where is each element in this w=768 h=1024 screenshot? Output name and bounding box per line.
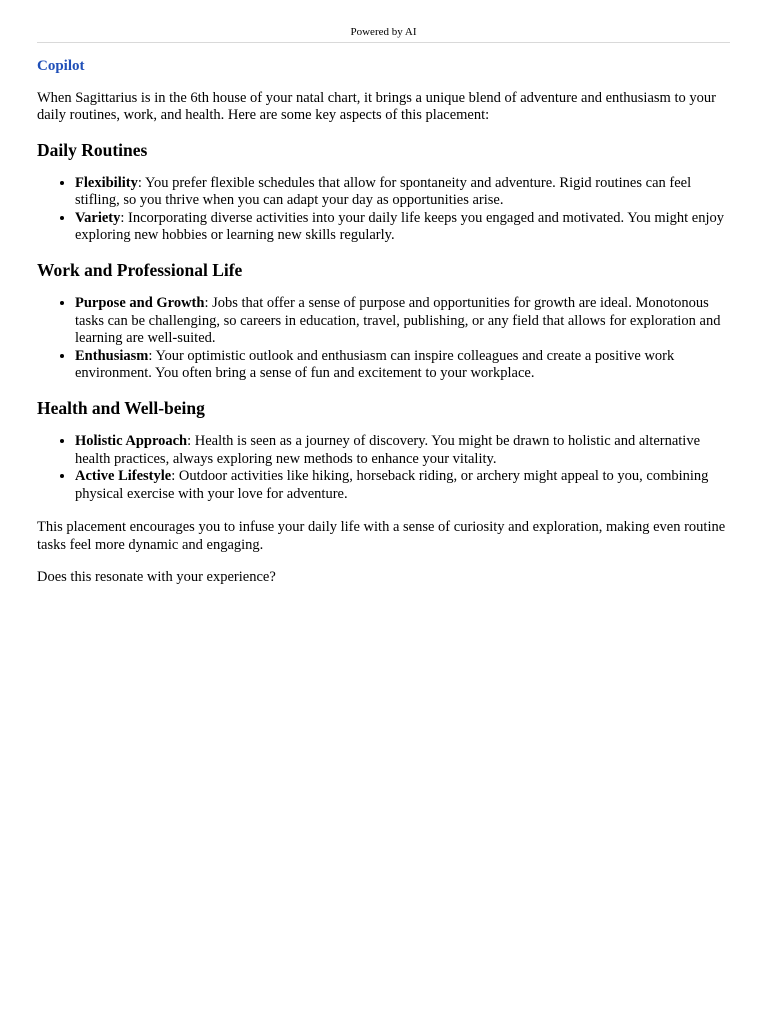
list-work [37,295,730,382]
item-text: : Jobs that offer a sense of purpose and opportunities for growth are ideal. Monotonous tasks can be challenging, so careers in education, travel, publishing, or any field that allows for exploration and learning are well-suited. [75,295,721,347]
response-body [37,57,730,601]
list-health [37,433,730,503]
list-item [75,295,730,347]
item-term: Flexibility [75,174,138,191]
list-item [75,348,730,383]
section-heading-work: Work and Professional Life [37,260,243,281]
page-header [37,24,730,43]
item-term: Enthusiasm [75,347,149,364]
item-text: : Your optimistic outlook and enthusiasm can inspire colleagues and create a positive work environment. You often bring a sense of fun and excitement to your workplace. [75,347,675,382]
brand-title: Copilot [37,58,85,74]
list-item [75,175,730,210]
list-item [75,468,730,503]
item-text: : You prefer flexible schedules that allow for spontaneity and adventure. Rigid routines can feel stifling, so you thrive when you can adapt your day as opportunities arise. [75,174,692,209]
item-term: Active Lifestyle [75,468,172,485]
list-daily-routines [37,175,730,245]
list-item [75,433,730,468]
item-text: : Outdoor activities like hiking, horseback riding, or archery might appeal to you, combining physical exercise with your love for adventure. [75,468,709,502]
conclusion-paragraph: This placement encourages you to infuse your daily life with a sense of curiosity and exploration, making even routine tasks feel more dynamic and engaging. [37,519,726,553]
item-term: Purpose and Growth [75,295,205,312]
section-heading-health: Health and Well-being [37,398,205,419]
item-text: : Incorporating diverse activities into your daily life keeps you engaged and motivated. You might enjoy exploring new hobbies or learning new skills regularly. [75,209,725,244]
question-paragraph: Does this resonate with your experience? [37,568,276,585]
list-item [75,210,730,245]
intro-paragraph: When Sagittarius is in the 6th house of your natal chart, it brings a unique blend of adventure and enthusiasm to your daily routines, work, and health. Here are some key aspects of this placement: [37,90,716,124]
item-text: : Health is seen as a journey of discovery. You might be drawn to holistic and alternative health practices, always exploring new methods to enhance your vitality. [75,433,701,467]
section-heading-daily-routines: Daily Routines [37,139,148,160]
item-term: Holistic Approach [75,433,188,450]
powered-by-label: Powered by AI [350,26,417,38]
item-term: Variety [75,209,121,226]
